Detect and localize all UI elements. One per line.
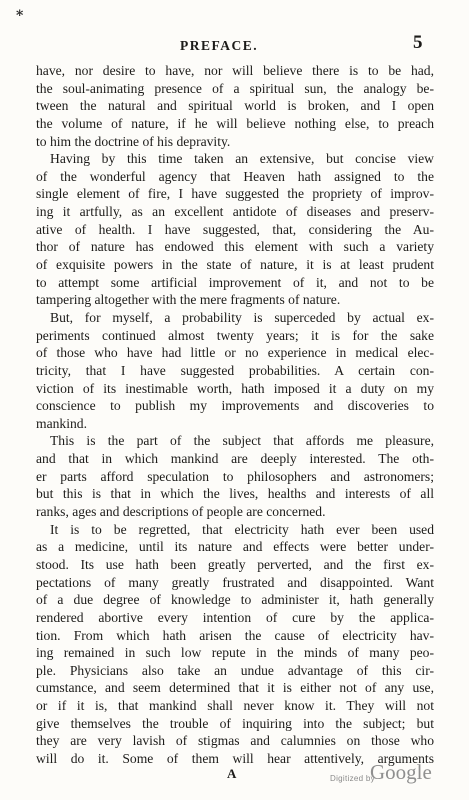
text-line: have, nor desire to have, nor will believe there is to be had,	[36, 63, 434, 78]
text-line: or if it is, that mankind shall never know it. They will not	[36, 698, 434, 714]
text-line: tampering altogether with the mere fragments of nature.	[36, 292, 341, 308]
corner-mark: ⁎	[16, 5, 24, 20]
text-line: single element of fire, I have suggested the propriety of improv-	[36, 186, 434, 202]
text-line: It is to be regretted, that electricity hath ever been used	[50, 521, 434, 537]
text-line: of the wonderful agency that Heaven hath assigned to the	[36, 168, 434, 184]
text-line: ing remained in such low repute in the minds of many peo-	[36, 645, 434, 661]
text-line: mankind.	[36, 415, 87, 431]
digitized-prefix: Digitized by	[330, 774, 375, 783]
text-line: tricity, that I have suggested probabilities. A certain con-	[36, 362, 434, 378]
text-line: and that in which mankind are deeply interested. The oth-	[36, 451, 434, 467]
text-line: of those who have had little or no experience in medical elec-	[36, 345, 434, 361]
text-line: the soul-animating presence of a spiritual sun, the analogy be-	[36, 80, 434, 96]
text-line: But, for myself, a probability is superceded by actual ex-	[50, 309, 434, 325]
text-line: to attempt some artificial improvement of it, and not to be	[36, 274, 434, 290]
google-logo: Google	[370, 760, 432, 784]
text-line: thor of nature has endowed this element with such a variety	[36, 239, 434, 255]
text-line: will do it. Some of them will hear attentively, arguments	[36, 750, 434, 766]
digitized-watermark	[330, 760, 460, 794]
text-line: periments continued almost twenty years; it is for the sake	[36, 327, 434, 343]
text-line: but this is that in which the lives, healths and interests of all	[36, 486, 434, 502]
text-line: stood. Its use hath been greatly perverted, and the first ex-	[36, 556, 434, 572]
text-line: pectations of many greatly frustrated and disappointed. Want	[36, 574, 434, 590]
text-line: rendered abortive every intention of cure by the applica-	[36, 609, 434, 625]
text-line: tween the natural and spiritual world is broken, and I open	[36, 98, 434, 114]
text-line: of exquisite powers in the state of nature, it is at least prudent	[36, 257, 434, 273]
text-line: This is the part of the subject that affords me pleasure,	[50, 433, 434, 449]
text-line: they are very lavish of stigmas and calumnies on those who	[36, 733, 434, 749]
text-line: to him the doctrine of his depravity.	[36, 133, 231, 149]
text-line: the volume of nature, if he will believe nothing else, to preach	[36, 115, 434, 131]
text-line: Having by this time taken an extensive, but concise view	[50, 151, 434, 167]
signature-mark: A	[227, 766, 237, 781]
text-line: conscience to publish my improvements and discoveries to	[36, 398, 434, 414]
text-line: ing it artfully, as an excellent antidote of diseases and preserv-	[36, 204, 434, 220]
text-line: ative of health. I have suggested, that, considering the Au-	[36, 221, 434, 237]
text-line: ranks, ages and descriptions of people are concerned.	[36, 504, 326, 520]
text-line: viction of its inestimable worth, hath imposed it a duty on my	[36, 380, 434, 396]
text-line: ple. Physicians also take an undue advantage of this cir-	[36, 662, 434, 678]
page-number: 5	[413, 32, 423, 53]
text-line: tion. From which hath arisen the cause of electricity hav-	[36, 627, 434, 643]
text-line: of a due degree of knowledge to administer it, hath generally	[36, 592, 434, 608]
body-text	[36, 62, 434, 768]
text-line: cumstance, and seem determined that it is either not of any use,	[36, 680, 434, 696]
running-title: PREFACE.	[180, 38, 259, 53]
text-line: er parts afford speculation to philosophers and astronomers;	[36, 468, 434, 484]
text-line: give themselves the trouble of inquiring into the subject; but	[36, 715, 434, 731]
page-header	[0, 32, 469, 56]
text-line: as a medicine, until its nature and effects were better under-	[36, 539, 434, 555]
